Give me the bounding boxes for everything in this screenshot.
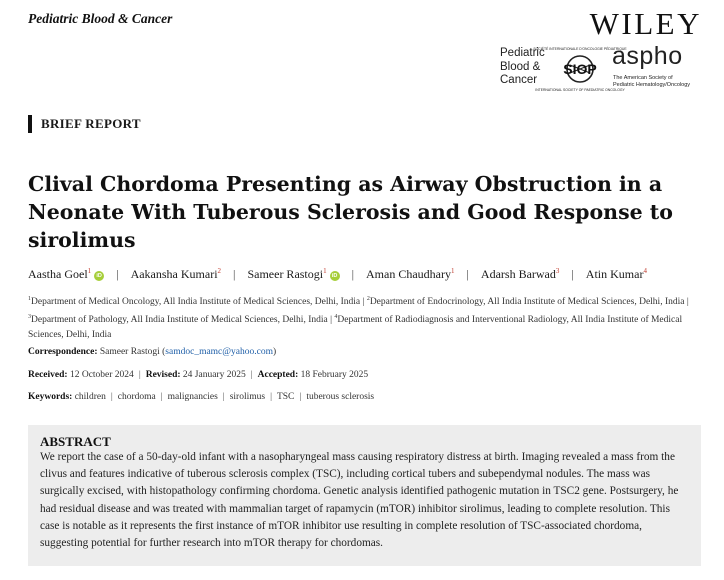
affiliation-number: 2 bbox=[366, 296, 370, 302]
affiliation-number: 1 bbox=[28, 296, 31, 302]
author-affiliation-number: 1 bbox=[451, 267, 455, 275]
received-label: Received: bbox=[28, 370, 68, 380]
author-separator: | bbox=[233, 267, 236, 281]
author[interactable] bbox=[586, 267, 647, 281]
keyword[interactable]: malignancies bbox=[167, 392, 218, 402]
keyword-separator: | bbox=[160, 392, 163, 402]
keyword[interactable]: children bbox=[74, 392, 106, 402]
author-name: Atin Kumar bbox=[585, 267, 644, 281]
affiliation: Department of Radiodiagnosis and Interventional Radiology, All India Institute of Medical Sciences, Delhi, India bbox=[28, 315, 683, 341]
author[interactable] bbox=[131, 267, 221, 281]
affiliation-number: 3 bbox=[28, 314, 31, 321]
keyword[interactable]: tuberous sclerosis bbox=[306, 392, 375, 402]
siop-top-text: SOCIÉTÉ INTERNATIONALE D'ONCOLOGIE PÉDIATRIQUE bbox=[533, 47, 627, 51]
correspondence-email-link[interactable]: samdoc_mamc@yahoo.com bbox=[165, 347, 273, 357]
society-logos bbox=[500, 42, 705, 93]
keyword-separator: | bbox=[270, 392, 272, 402]
accepted-date: 18 February 2025 bbox=[300, 370, 369, 380]
author-separator: | bbox=[116, 267, 119, 281]
received-date: 12 October 2024 bbox=[69, 370, 134, 380]
date-separator: | bbox=[250, 370, 253, 380]
author-affiliation-number: 3 bbox=[555, 267, 560, 275]
author-name: Aastha Goel bbox=[28, 267, 88, 281]
affiliations bbox=[28, 292, 708, 343]
affiliation: Department of Medical Oncology, All India Institute of Medical Sciences, Delhi, India bbox=[31, 297, 361, 308]
aspho-subtitle-line: Pediatric Hematology/Oncology bbox=[613, 82, 691, 88]
affiliation-separator: | bbox=[360, 297, 367, 308]
aspho-subtitle-line: The American Society of bbox=[613, 75, 673, 81]
article-type: BRIEF REPORT bbox=[28, 115, 141, 133]
keyword-separator: | bbox=[110, 392, 113, 402]
author-name: Aman Chaudhary bbox=[366, 267, 451, 281]
affiliation-separator: | bbox=[684, 297, 689, 308]
aspho-subtitle bbox=[613, 75, 690, 89]
author[interactable] bbox=[247, 267, 339, 281]
affiliation-number: 4 bbox=[334, 314, 338, 321]
author-name: Adarsh Barwad bbox=[480, 267, 556, 281]
affiliation-separator: | bbox=[327, 315, 335, 326]
correspondence-label: Correspondence: bbox=[28, 347, 98, 357]
pbc-logo-line: Cancer bbox=[500, 74, 538, 86]
pbc-logo bbox=[500, 47, 545, 88]
siop-logo bbox=[533, 45, 627, 93]
revised-date: 24 January 2025 bbox=[182, 370, 246, 380]
abstract-text: We report the case of a 50-day-old infant with a nasopharyngeal mass causing respiratory distress at birth. Imaging revealed a mass from the clivus and features indicative of tuberous sclerosis complex (TSC), including cortical tubers and subependymal nodules. The mass was surgically excised, with histopathology confirming chordoma. Genetic analysis identified pathogenic mutation in TSC2 gene. Postsurgery, he had residual disease and was treated with mammalian target of rapamycin (mTOR) inhibitor sirolimus, leading to complete resolution. This case is notable as it represents the first instance of mTOR inhibitor use resulting in complete resolution of TSC-associated chordoma, suggesting potential for further research into mTOR therapy for chordomas. bbox=[40, 451, 679, 550]
siop-bottom-text: INTERNATIONAL SOCIETY OF PAEDIATRIC ONCOLOGY bbox=[535, 88, 625, 92]
author[interactable] bbox=[28, 267, 104, 281]
author-separator: | bbox=[466, 267, 469, 281]
abstract-box bbox=[28, 425, 701, 566]
author-name: Aakansha Kumari bbox=[130, 267, 218, 281]
article-dates bbox=[28, 370, 368, 380]
author-affiliation-number: 1 bbox=[87, 267, 92, 275]
keyword-separator: | bbox=[299, 392, 302, 402]
keyword-separator: | bbox=[222, 392, 225, 402]
author-separator: | bbox=[571, 267, 574, 281]
accepted-label: Accepted: bbox=[257, 370, 299, 380]
author[interactable] bbox=[481, 267, 559, 281]
siop-wordmark: SIOP bbox=[563, 61, 597, 77]
author-name: Sameer Rastogi bbox=[247, 267, 324, 281]
journal-name: Pediatric Blood & Cancer bbox=[28, 11, 173, 26]
abstract-heading: ABSTRACT bbox=[40, 434, 111, 449]
correspondence: Correspondence: Sameer Rastogi (samdoc_mamc@yahoo.com) bbox=[28, 347, 277, 357]
keyword[interactable]: chordoma bbox=[117, 392, 156, 402]
aspho-logo: aspho bbox=[612, 42, 683, 70]
revised-label: Revised: bbox=[145, 370, 181, 380]
author-separator: | bbox=[351, 267, 355, 281]
orcid-icon[interactable]: iD bbox=[330, 271, 340, 281]
pbc-logo-line: Blood & bbox=[500, 60, 541, 73]
orcid-icon[interactable]: iD bbox=[94, 271, 104, 281]
keyword[interactable]: sirolimus bbox=[229, 392, 266, 402]
affiliation: Department of Endocrinology, All India Institute of Medical Sciences, Delhi, India bbox=[369, 297, 685, 308]
affiliation: Department of Pathology, All India Institute of Medical Sciences, Delhi, India bbox=[31, 315, 328, 326]
keywords bbox=[28, 392, 374, 402]
author-list bbox=[28, 263, 647, 282]
publisher-logo: WILEY bbox=[589, 6, 702, 41]
correspondence-name: Sameer Rastogi bbox=[99, 347, 160, 357]
author-affiliation-number: 1 bbox=[323, 267, 327, 275]
keyword[interactable]: TSC bbox=[276, 392, 295, 402]
article-title: Clival Chordoma Presenting as Airway Obstruction in a Neonate With Tuberous Sclerosis and Good Response to sirolimus bbox=[28, 172, 673, 252]
keywords-label: Keywords: bbox=[28, 392, 73, 402]
pbc-logo-line: Pediatric bbox=[500, 47, 545, 59]
author-affiliation-number: 2 bbox=[217, 267, 222, 275]
author[interactable] bbox=[366, 267, 454, 281]
author-affiliation-number: 4 bbox=[643, 267, 647, 275]
date-separator: | bbox=[138, 370, 141, 380]
